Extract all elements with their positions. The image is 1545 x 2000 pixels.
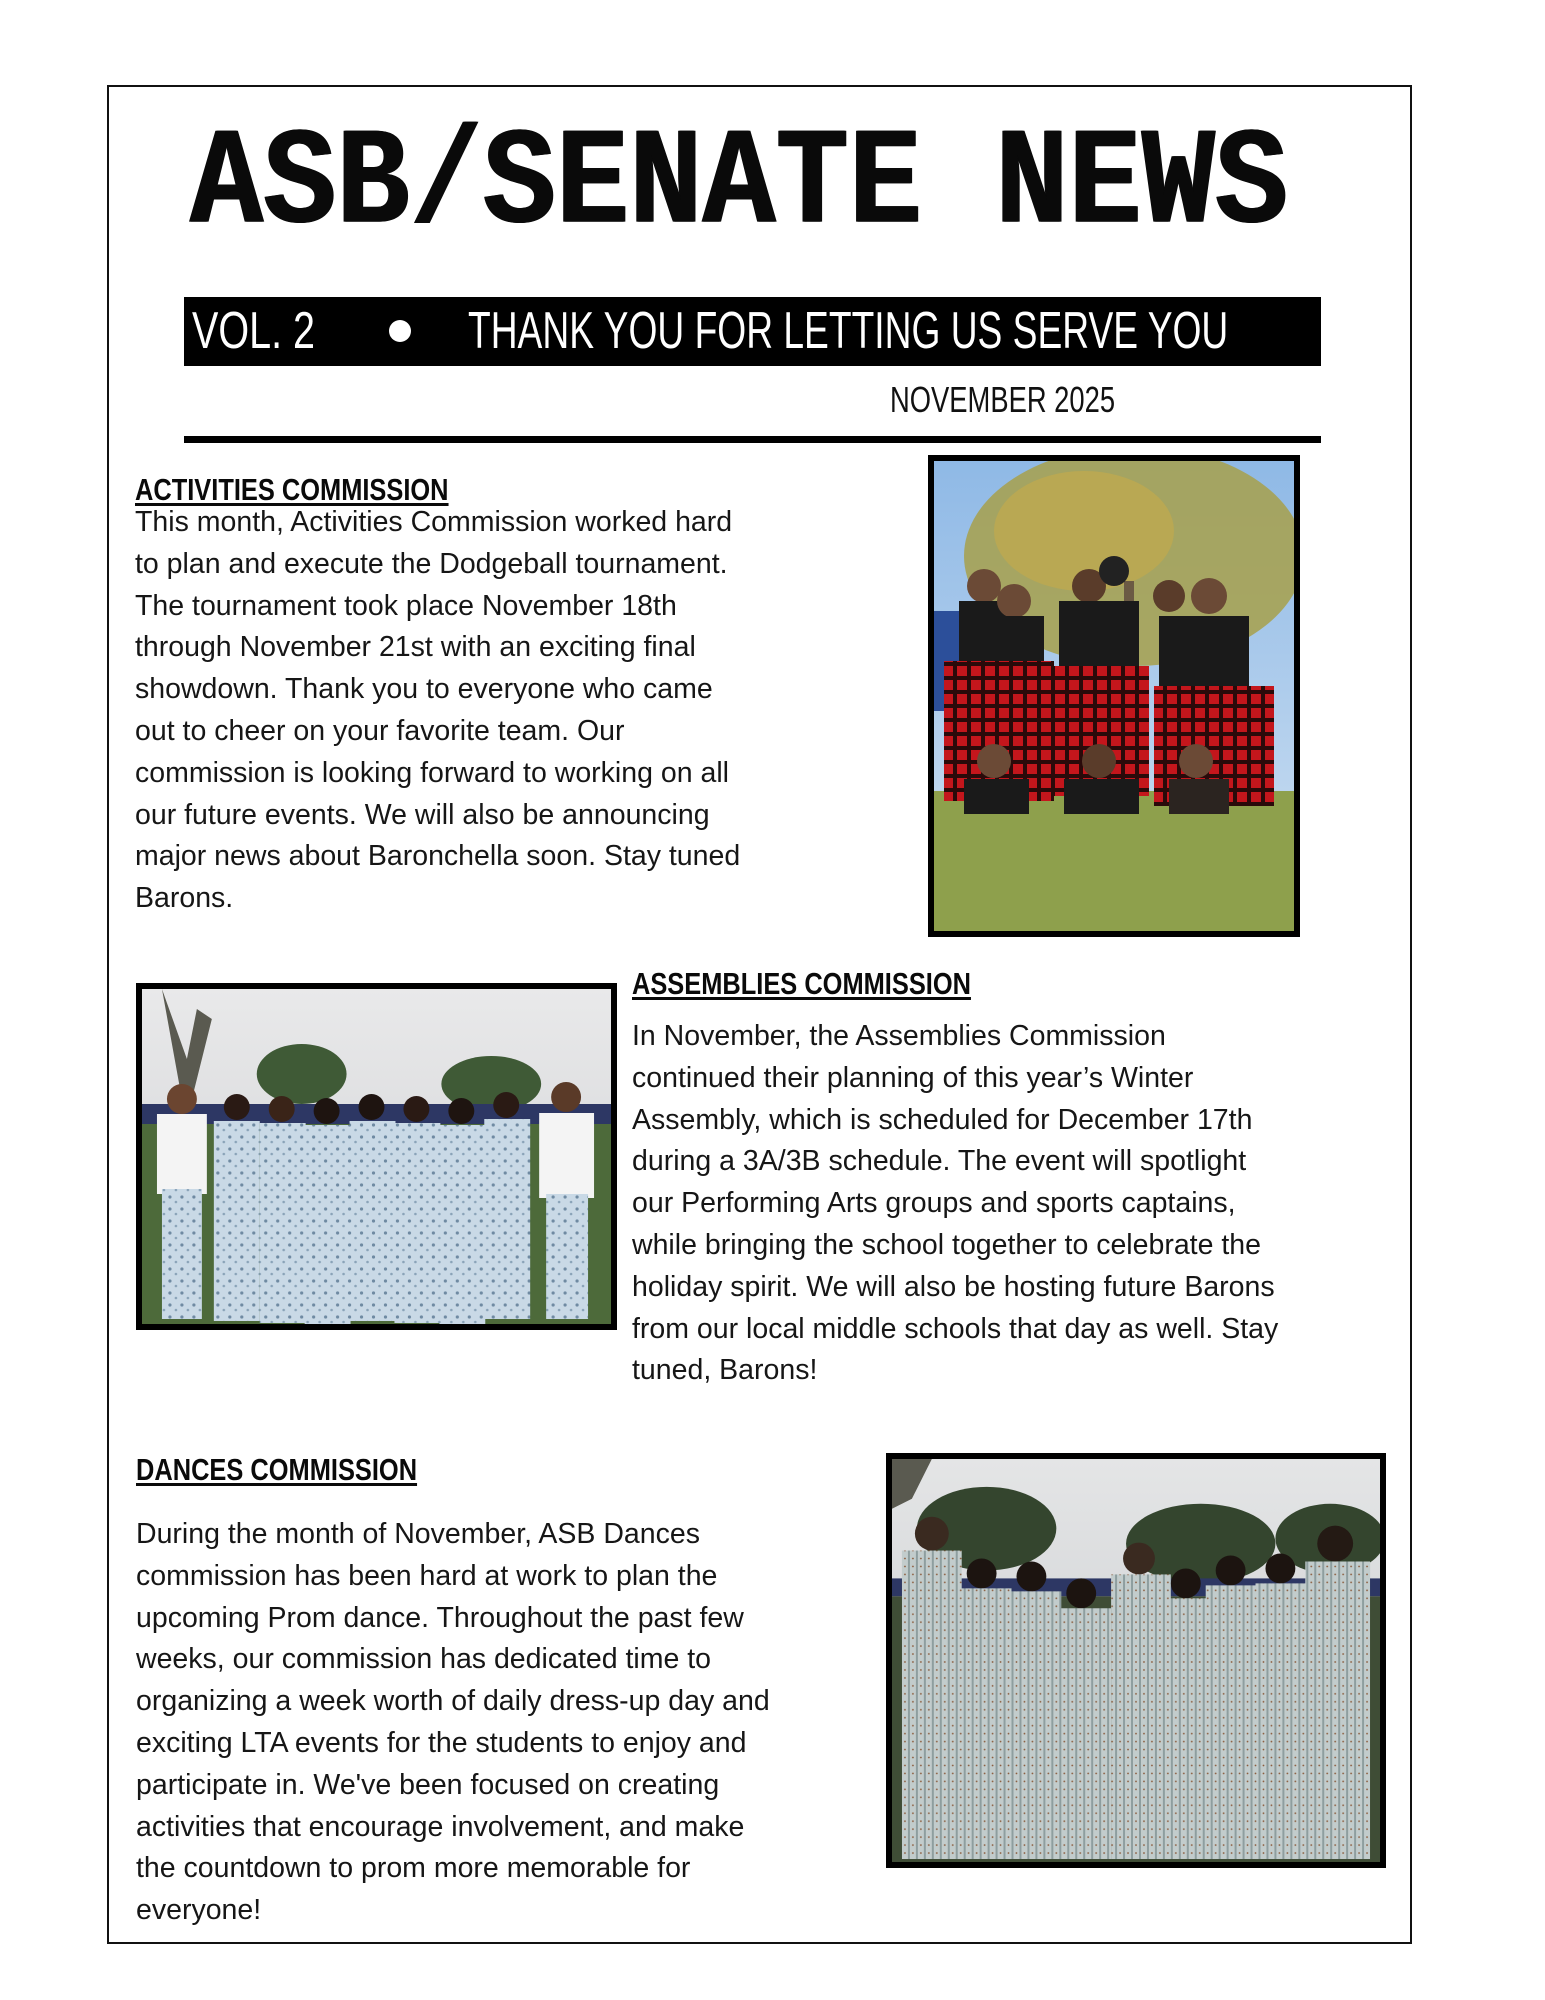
assemblies-body-line: holiday spirit. We will also be hosting future Barons [632, 1270, 1275, 1303]
dances-body-line: exciting LTA events for the students to enjoy and [136, 1726, 747, 1759]
activities-heading: ACTIVITIES COMMISSION [135, 472, 449, 507]
activities-body [135, 502, 855, 920]
dances-photo-image [892, 1459, 1380, 1862]
assemblies-body-line: while bringing the school together to celebrate the [632, 1228, 1261, 1261]
activities-body-line: showdown. Thank you to everyone who came [135, 673, 713, 706]
assemblies-body-line: from our local middle schools that day as well. Stay [632, 1312, 1279, 1345]
activities-photo-image [934, 461, 1294, 931]
dances-photo [886, 1453, 1386, 1868]
activities-body-line: major news about Baronchella soon. Stay tuned [135, 840, 741, 873]
bullet-icon [389, 320, 411, 342]
activities-body-line: through November 21st with an exciting final [135, 631, 696, 664]
activities-body-line: The tournament took place November 18th [135, 589, 677, 622]
assemblies-body-line: during a 3A/3B schedule. The event will spotlight [632, 1145, 1247, 1178]
dances-body-line: everyone! [136, 1894, 262, 1927]
assemblies-photo [136, 983, 617, 1330]
assemblies-body [632, 1016, 1402, 1392]
activities-body-line: out to cheer on your favorite team. Our [135, 714, 625, 747]
dances-body-line: During the month of November, ASB Dances [136, 1518, 700, 1550]
assemblies-body-line: continued their planning of this year’s Winter [632, 1061, 1194, 1094]
volume-label: VOL. 2 [192, 302, 316, 360]
assemblies-body-line: Assembly, which is scheduled for December 17th [632, 1103, 1253, 1136]
dances-body-line: participate in. We've been focused on creating [136, 1768, 720, 1801]
dances-body-line: upcoming Prom dance. Throughout the past few [136, 1601, 744, 1634]
header-divider [184, 436, 1321, 443]
dances-body-line: the countdown to prom more memorable for [136, 1852, 691, 1885]
assemblies-body-line: tuned, Barons! [632, 1354, 818, 1387]
issue-date: NOVEMBER 2025 [890, 379, 1116, 420]
activities-body-line: commission is looking forward to working on all [135, 756, 729, 789]
assemblies-heading: ASSEMBLIES COMMISSION [632, 966, 971, 1001]
volume-banner [184, 297, 1321, 366]
dances-body-line: activities that encourage involvement, and make [136, 1810, 745, 1843]
dances-body-line: weeks, our commission has dedicated time to [136, 1643, 712, 1676]
activities-body-line: to plan and execute the Dodgeball tournament. [135, 547, 728, 580]
activities-photo [928, 455, 1300, 937]
activities-body-line: Barons. [135, 882, 234, 915]
assemblies-body-line: In November, the Assemblies Commission [632, 1020, 1166, 1052]
dances-body-line: organizing a week worth of daily dress-up day and [136, 1685, 770, 1718]
dances-heading: DANCES COMMISSION [136, 1452, 418, 1487]
newsletter-title: ASB/SENATE NEWS [190, 106, 1289, 264]
dances-body-line: commission has been hard at work to plan the [136, 1559, 718, 1592]
dances-body [136, 1514, 876, 1932]
assemblies-photo-image [142, 989, 611, 1324]
activities-body-line: our future events. We will also be announcing [135, 798, 710, 831]
activities-body-line: This month, Activities Commission worked hard [135, 506, 733, 538]
assemblies-body-line: our Performing Arts groups and sports captains, [632, 1187, 1236, 1220]
tagline: THANK YOU FOR LETTING US SERVE YOU [468, 302, 1229, 360]
